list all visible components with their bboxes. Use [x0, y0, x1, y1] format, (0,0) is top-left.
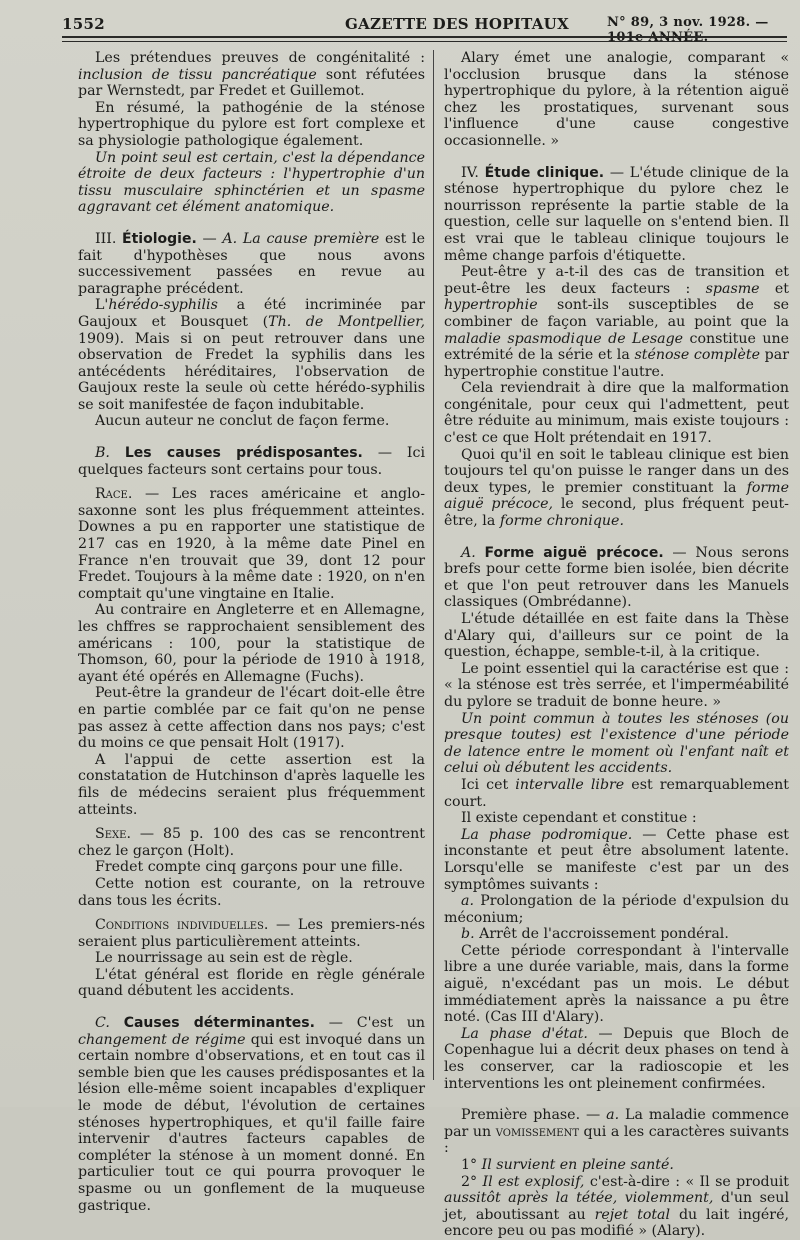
section-heading-etiologie: III. Étiologie. — A. La cause première est le fait d'hypothèses que nous avons successivement passées en revue au paragraphe précédent.: [78, 230, 425, 297]
paragraph: Peut-être y a-t-il des cas de transition et peut-être les deux facteurs : spasme et hypertrophie sont-ils susceptibles de se combiner de façon variable, au point que la maladie spasmodique de Lesage constitue une extrémité de la série et la sténose complète par hypertrophie constitue l'autre.: [444, 264, 790, 380]
paragraph: Un point seul est certain, c'est la dépendance étroite de deux facteurs : l'hypertrophie d'un tissu musculaire sphinctérien et un spasme aggravant cet élément anatomique.: [78, 149, 425, 216]
paragraph-conditions: Conditions individuelles. — Les premiers-nés seraient plus particulièrement atteints.: [78, 917, 425, 950]
paragraph: Aucun auteur ne conclut de façon ferme.: [95, 413, 390, 430]
page-number: 1552: [62, 15, 105, 33]
issue-info: N° 89, 3 nov. 1928. — 101e ANNÉE.: [607, 15, 769, 45]
subsection-heading-c: C. Causes déterminantes. — C'est un changement de régime qui est invoqué dans un certain nombre d'observations, et en tout cas il semble bien que les causes prédisposantes et la lésion elle-même soient incapables d'expliquer le mode de début, l'évolution de certaines sténoses hypertrophiques, et qu'il faille faire intervenir d'autres facteurs capables de compléter la sténose à un moment donné. En particulier tout ce qui pourra provoquer le spasme ou un gonflement de la muqueuse gastrique.: [78, 1015, 426, 1214]
paragraph: Le nourrissage au sein est de règle.: [95, 950, 353, 967]
paragraph-race: Race. — Les races américaine et anglo-saxonne sont les plus fréquemment atteintes. Downes a pu en rapporter une statistique de 217 cas en 1920, à la même date Pinel en France n'en trouvait que 39, dont 12 pour Fredet. Toujours à la même date : 1920, on n'en comptait qu'une vingtaine en Italie.: [78, 486, 425, 602]
paragraph: La phase d'état. — Depuis que Bloch de Copenhague lui a décrit deux phases on tend à les conserver, car la radioscopie et les interventions les ont pleinement confirmées.: [444, 1025, 789, 1092]
paragraph: Fredet compte cinq garçons pour une fille.: [95, 859, 403, 876]
paragraph: A l'appui de cette assertion est la constatation de Hutchinson d'après laquelle les fils de médecins seraient plus fréquemment atteints.: [78, 751, 425, 818]
paragraph: L'hérédo-syphilis a été incriminée par Gaujoux et Bousquet (Th. de Montpellier, 1909). Mais si on peut retrouver dans une observation de Fredet la syphilis dans les antécédents héréditaires, l'observation de Gaujoux reste la seule où cette hérédo-syphilis se soit manifestée de façon indubitable.: [78, 297, 425, 413]
list-item: a. Prolongation de la période d'expulsion du méconium;: [444, 893, 789, 926]
paragraph: Les prétendues preuves de congénitalité : inclusion de tissu pancréatique sont réfutées par Wernstedt, par Fredet et Guillemot.: [78, 50, 425, 100]
paragraph: Cette période correspondant à l'intervalle libre a une durée variable, mais, dans la forme aiguë, n'excédant pas un mois. Le début immédiatement après la naissance a pu être noté. (Cas III d'Alary).: [444, 942, 789, 1026]
paragraph: Ici cet intervalle libre est remarquablement court.: [444, 776, 790, 810]
subsection-heading-b: B. Les causes prédisposantes. — Ici quelques facteurs sont certains pour tous.: [78, 445, 426, 478]
column-divider: [433, 50, 434, 1080]
paragraph: Peut-être la grandeur de l'écart doit-elle être en partie comblée par ce fait qu'on ne pense pas assez à cette affection dans nos pays; c'est du moins ce que pensait Holt (1917).: [78, 685, 425, 752]
journal-title: GAZETTE DES HOPITAUX: [345, 15, 570, 33]
list-item: 2° Il est explosif, c'est-à-dire : « Il se produit aussitôt après la tétée, violemment, d'un seul jet, aboutissant au rejet total du lait ingéré, encore peu ou pas modifié » (Alary).: [444, 1173, 789, 1240]
paragraph: Cette notion est courante, on la retrouve dans tous les écrits.: [78, 875, 425, 909]
list-item: 1° Il survient en pleine santé.: [461, 1157, 674, 1173]
paragraph: Il existe cependant et constitue :: [461, 810, 697, 827]
paragraph-sexe: Sexe. — 85 p. 100 des cas se rencontrent chez le garçon (Holt).: [78, 826, 425, 859]
paragraph-premiere-phase: Première phase. — a. La maladie commence par un vomissement qui a les caractères suivants :: [444, 1107, 789, 1157]
right-column: [444, 50, 790, 1240]
paragraph: Cela reviendrait à dire que la malformation congénitale, pour ceux qui l'admettent, peut être réduite au minimum, mais existe toujours : c'est ce que Holt prétendait en 1917.: [444, 380, 789, 447]
paragraph: L'état général est floride en règle générale quand débutent les accidents.: [78, 966, 425, 1000]
paragraph: Quoi qu'il en soit le tableau clinique est bien toujours tel qu'on puisse le ranger dans un des deux types, le premier constituant la forme aiguë précoce, le second, plus fréquent peut-être, la forme chronique.: [444, 446, 789, 530]
paragraph: La phase podromique. — Cette phase est inconstante et peut être absolument latente. Lorsqu'elle se manifeste c'est par un des symptômes suivants :: [444, 826, 789, 893]
paragraph: Un point commun à toutes les sténoses (ou presque toutes) est l'existence d'une période de latence entre le moment où l'enfant naît et celui où débutent les accidents.: [444, 710, 789, 777]
paragraph: L'étude détaillée en est faite dans la Thèse d'Alary qui, d'ailleurs sur ce point de la question, échappe, semble-t-il, à la critique.: [444, 611, 789, 661]
paragraph: Alary émet une analogie, comparant « l'occlusion brusque dans la sténose hypertrophique du pylore, à la rétention aiguë chez les prostatiques, survenant sous l'influence d'une cause congestive occasionnelle. »: [444, 50, 789, 149]
header-rule-thin: [62, 41, 787, 42]
running-header: [62, 10, 787, 45]
subsection-heading-a: A. Forme aiguë précoce. — Nous serons brefs pour cette forme bien isolée, bien décrite et que l'on peut retrouver dans les Manuels classiques (Ombrédanne).: [444, 544, 789, 611]
paragraph: En résumé, la pathogénie de la sténose hypertrophique du pylore est fort complexe et sa physiologie pathologique également.: [78, 99, 425, 149]
header-rule-thick: [62, 36, 787, 38]
left-column: [78, 50, 426, 1214]
list-item: b. Arrêt de l'accroissement pondéral.: [461, 926, 729, 943]
paragraph: Le point essentiel qui la caractérise est que : « la sténose est très serrée, et l'imperméabilité du pylore se traduit de bonne heure. »: [444, 660, 789, 710]
section-heading-etude-clinique: IV. Étude clinique. — L'étude clinique de la sténose hypertrophique du pylore chez le nourrisson représente la partie stable de la question, celle sur laquelle on s'entend bien. Il est vrai que le tableau clinique toujours le même change parfois d'étiquette.: [444, 164, 789, 264]
paragraph: Au contraire en Angleterre et en Allemagne, les chffres se rapprochaient sensiblement des américans : 100, pour la statistique de Thomson, 60, pour la période de 1910 à 1918, ayant été opérés en Allemagne (Fuchs).: [78, 602, 425, 685]
